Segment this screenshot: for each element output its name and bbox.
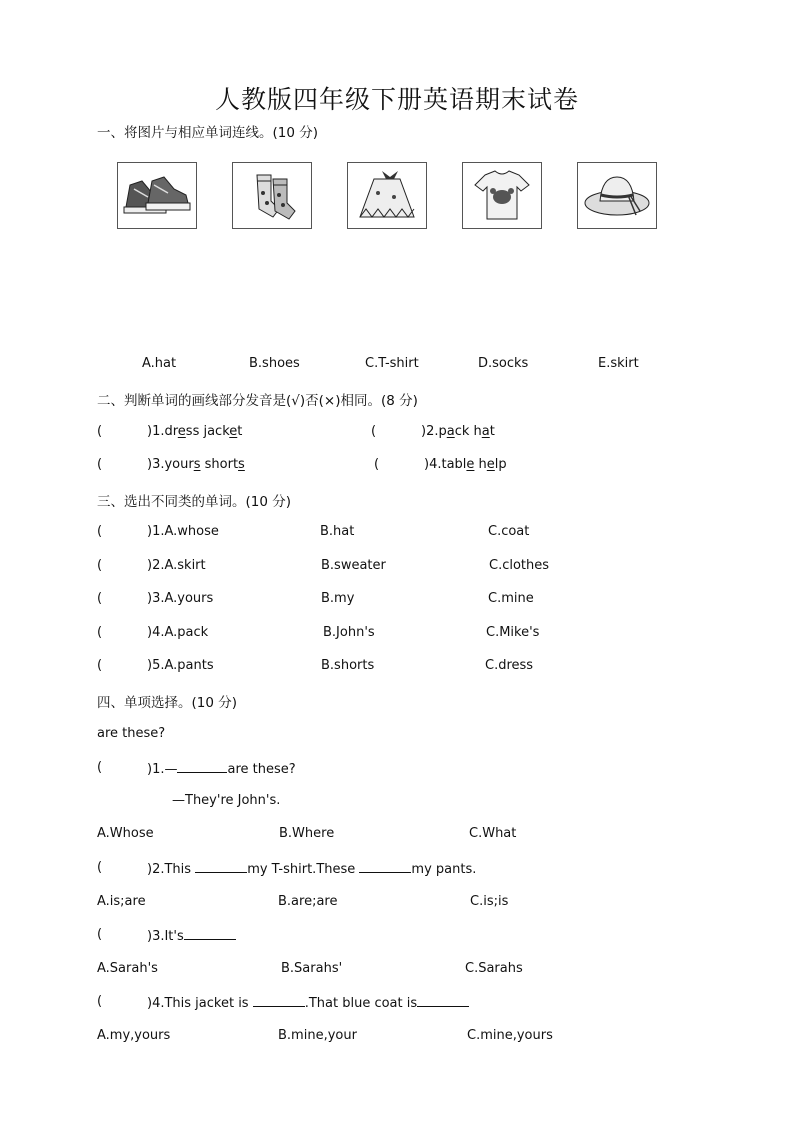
question-4-3: )3.It's	[147, 927, 236, 944]
answer-paren: (	[97, 591, 103, 606]
tshirt-picture	[462, 162, 542, 229]
option-c: C.mine,yours	[467, 1028, 553, 1043]
answer-paren: (	[97, 994, 103, 1009]
answer-blank[interactable]	[417, 994, 469, 1007]
answer-blank[interactable]	[177, 760, 227, 773]
question-4-4: )4.This jacket is .That blue coat is	[147, 994, 469, 1011]
answer-paren: (	[97, 558, 103, 573]
section-2-heading: 二、判断单词的画线部分发音是(√)否(×)相同。(8 分)	[97, 393, 418, 409]
question-2-2: )2.pack hat	[421, 424, 495, 439]
option-c: C.What	[469, 826, 517, 841]
word-option: C.T-shirt	[365, 356, 419, 371]
answer-paren: (	[374, 457, 380, 472]
answer-paren: (	[371, 424, 377, 439]
answer-paren: (	[97, 457, 103, 472]
question-2-4: )4.table help	[424, 457, 507, 472]
option-a: A.is;are	[97, 894, 146, 909]
skirt-icon	[348, 163, 426, 228]
option-c: C.is;is	[470, 894, 509, 909]
option-c: C.mine	[488, 591, 534, 606]
answer-paren: (	[97, 625, 103, 640]
option-c: C.Mike's	[486, 625, 540, 640]
shoes-icon	[118, 163, 196, 228]
option-c: C.Sarahs	[465, 961, 523, 976]
option-b: B.my	[321, 591, 355, 606]
section-1-heading: 一、将图片与相应单词连线。(10 分)	[97, 125, 319, 141]
page-title: 人教版四年级下册英语期末试卷	[214, 85, 579, 114]
option-b: B.are;are	[278, 894, 338, 909]
socks-icon	[233, 163, 311, 228]
section-4-heading: 四、单项选择。(10 分)	[97, 695, 238, 711]
word-option: E.skirt	[598, 356, 639, 371]
option-a: )2.A.skirt	[147, 558, 206, 573]
answer-paren: (	[97, 860, 103, 875]
option-b: B.Where	[279, 826, 335, 841]
option-b: B.sweater	[321, 558, 386, 573]
option-c: C.dress	[485, 658, 534, 673]
shoes-picture	[117, 162, 197, 229]
answer-paren: (	[97, 927, 103, 942]
option-a: )4.A.pack	[147, 625, 209, 640]
question-2-1: )1.dress jacket	[147, 424, 243, 439]
dialogue-reply: —They're John's.	[172, 793, 281, 808]
stray-text: are these?	[97, 726, 166, 741]
answer-blank[interactable]	[184, 927, 236, 940]
option-a: )1.A.whose	[147, 524, 219, 539]
section-3-heading: 三、选出不同类的单词。(10 分)	[97, 494, 292, 510]
hat-picture	[577, 162, 657, 229]
question-4-1: )1.— are these?	[147, 762, 296, 777]
option-b: B.shorts	[321, 658, 375, 673]
option-b: B.Sarahs'	[281, 961, 343, 976]
word-option: D.socks	[478, 356, 529, 371]
word-option: A.hat	[142, 356, 177, 371]
question-4-2: )2.This my T-shirt.These my pants.	[147, 862, 477, 877]
option-b: B.hat	[320, 524, 355, 539]
option-a: A.Sarah's	[97, 961, 158, 976]
answer-paren: (	[97, 760, 103, 775]
option-a: )5.A.pants	[147, 658, 214, 673]
option-a: )3.A.yours	[147, 591, 214, 606]
tshirt-icon	[463, 163, 541, 228]
skirt-picture	[347, 162, 427, 229]
answer-paren: (	[97, 658, 103, 673]
answer-blank[interactable]	[359, 860, 411, 873]
answer-paren: (	[97, 424, 103, 439]
option-b: B.mine,your	[278, 1028, 357, 1043]
answer-blank[interactable]	[253, 994, 305, 1007]
option-c: C.clothes	[489, 558, 550, 573]
option-b: B.John's	[323, 625, 375, 640]
word-option: B.shoes	[249, 356, 300, 371]
answer-paren: (	[97, 524, 103, 539]
hat-icon	[578, 163, 656, 228]
option-a: A.my,yours	[97, 1028, 171, 1043]
option-a: A.Whose	[97, 826, 154, 841]
option-c: C.coat	[488, 524, 530, 539]
answer-blank[interactable]	[195, 860, 247, 873]
question-2-3: )3.yours shorts	[147, 457, 245, 472]
socks-picture	[232, 162, 312, 229]
